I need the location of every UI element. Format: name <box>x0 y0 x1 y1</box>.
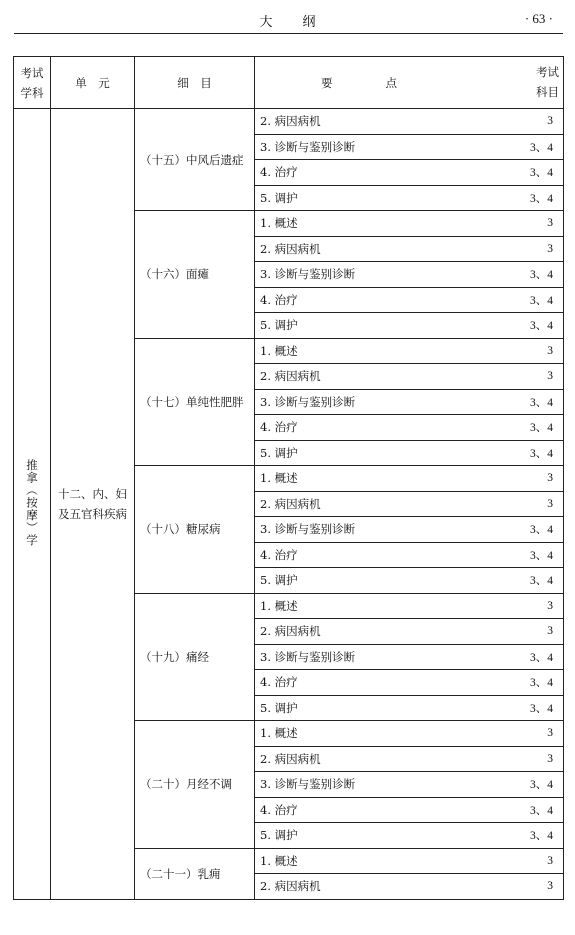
page-header <box>14 0 563 34</box>
exam-code: 3、4 <box>530 447 553 460</box>
point-text: 5. 调护 <box>260 700 298 715</box>
point-text: 2. 病因病机 <box>260 114 321 129</box>
exam-code: 3、4 <box>530 269 553 282</box>
header-item: 细 目 <box>135 57 255 109</box>
point-cell <box>255 644 564 670</box>
point-cell <box>255 797 564 823</box>
point-text: 1. 概述 <box>260 598 298 613</box>
exam-code: 3 <box>547 625 553 638</box>
subject-name: 推拿（按摩）学 <box>25 458 39 546</box>
point-cell <box>255 262 564 288</box>
item-cell: （二十一）乳痈 <box>135 848 255 899</box>
item-cell: （十五）中风后遗症 <box>135 109 255 211</box>
exam-code: 3、4 <box>530 651 553 664</box>
item-cell: （二十）月经不调 <box>135 721 255 849</box>
point-cell <box>255 568 564 594</box>
exam-code: 3、4 <box>530 396 553 409</box>
point-text: 4. 治疗 <box>260 165 298 180</box>
point-text: 4. 治疗 <box>260 420 298 435</box>
exam-code: 3 <box>547 727 553 740</box>
point-cell <box>255 542 564 568</box>
point-cell <box>255 134 564 160</box>
point-text: 2. 病因病机 <box>260 369 321 384</box>
point-text: 4. 治疗 <box>260 292 298 307</box>
point-cell <box>255 593 564 619</box>
point-cell <box>255 466 564 492</box>
header-point-label: 要 点 <box>321 76 407 90</box>
point-cell <box>255 721 564 747</box>
exam-code: 3 <box>547 242 553 255</box>
exam-code: 3、4 <box>530 830 553 843</box>
point-cell <box>255 313 564 339</box>
page-number: · 63 · <box>524 11 553 26</box>
running-title-left: 大 <box>259 15 275 30</box>
point-text: 1. 概述 <box>260 216 298 231</box>
exam-code: 3 <box>547 370 553 383</box>
exam-code: 3、4 <box>530 422 553 435</box>
point-cell <box>255 517 564 543</box>
point-cell <box>255 848 564 874</box>
exam-code: 3 <box>547 115 553 128</box>
point-cell <box>255 185 564 211</box>
point-cell <box>255 364 564 390</box>
item-cell: （十六）面瘫 <box>135 211 255 339</box>
exam-code: 3、4 <box>530 524 553 537</box>
point-cell <box>255 823 564 849</box>
point-text: 5. 调护 <box>260 318 298 333</box>
table-header-row <box>14 57 564 109</box>
point-cell <box>255 874 564 900</box>
unit-cell: 十二、内、妇 及五官科疾病 <box>51 109 135 900</box>
point-text: 2. 病因病机 <box>260 751 321 766</box>
exam-code: 3、4 <box>530 549 553 562</box>
point-text: 2. 病因病机 <box>260 241 321 256</box>
point-cell <box>255 772 564 798</box>
item-cell: （十七）单纯性肥胖 <box>135 338 255 466</box>
point-text: 4. 治疗 <box>260 675 298 690</box>
table-row <box>14 109 564 135</box>
exam-code: 3 <box>547 344 553 357</box>
exam-code: 3 <box>547 854 553 867</box>
exam-code: 3 <box>547 497 553 510</box>
point-text: 1. 概述 <box>260 343 298 358</box>
item-cell: （十八）糖尿病 <box>135 466 255 594</box>
point-cell <box>255 287 564 313</box>
exam-code: 3、4 <box>530 677 553 690</box>
exam-code: 3 <box>547 880 553 893</box>
point-cell <box>255 160 564 186</box>
point-text: 5. 调护 <box>260 445 298 460</box>
point-text: 1. 概述 <box>260 853 298 868</box>
point-cell <box>255 440 564 466</box>
running-title <box>14 11 563 30</box>
point-cell <box>255 211 564 237</box>
syllabus-table <box>13 56 564 900</box>
exam-code: 3、4 <box>530 167 553 180</box>
exam-code: 3、4 <box>530 779 553 792</box>
point-text: 3. 诊断与鉴别诊断 <box>260 394 356 409</box>
exam-code: 3 <box>547 217 553 230</box>
point-text: 4. 治疗 <box>260 547 298 562</box>
header-point <box>255 57 564 109</box>
point-text: 5. 调护 <box>260 573 298 588</box>
point-text: 3. 诊断与鉴别诊断 <box>260 649 356 664</box>
point-cell <box>255 491 564 517</box>
point-text: 5. 调护 <box>260 190 298 205</box>
header-unit: 单 元 <box>51 57 135 109</box>
point-text: 3. 诊断与鉴别诊断 <box>260 522 356 537</box>
exam-code: 3、4 <box>530 141 553 154</box>
point-text: 2. 病因病机 <box>260 496 321 511</box>
point-cell <box>255 109 564 135</box>
point-cell <box>255 695 564 721</box>
exam-code: 3 <box>547 752 553 765</box>
exam-code: 3、4 <box>530 702 553 715</box>
point-text: 4. 治疗 <box>260 802 298 817</box>
point-cell <box>255 746 564 772</box>
header-subject: 考试 学科 <box>14 57 51 109</box>
point-text: 5. 调护 <box>260 828 298 843</box>
exam-code: 3 <box>547 472 553 485</box>
exam-code: 3、4 <box>530 294 553 307</box>
point-text: 3. 诊断与鉴别诊断 <box>260 777 356 792</box>
exam-code: 3 <box>547 599 553 612</box>
point-cell <box>255 236 564 262</box>
exam-code: 3、4 <box>530 804 553 817</box>
header-code: 考试 科目 <box>536 65 559 99</box>
subject-cell <box>14 109 51 900</box>
point-text: 1. 概述 <box>260 726 298 741</box>
point-text: 3. 诊断与鉴别诊断 <box>260 139 356 154</box>
point-cell <box>255 338 564 364</box>
point-text: 1. 概述 <box>260 471 298 486</box>
point-text: 2. 病因病机 <box>260 879 321 894</box>
exam-code: 3、4 <box>530 320 553 333</box>
point-cell <box>255 389 564 415</box>
item-cell: （十九）痛经 <box>135 593 255 721</box>
point-cell <box>255 619 564 645</box>
point-text: 3. 诊断与鉴别诊断 <box>260 267 356 282</box>
point-cell <box>255 670 564 696</box>
running-title-right: 纲 <box>302 15 318 30</box>
point-text: 2. 病因病机 <box>260 624 321 639</box>
exam-code: 3、4 <box>530 575 553 588</box>
point-cell <box>255 415 564 441</box>
table-body <box>14 109 564 900</box>
exam-code: 3、4 <box>530 192 553 205</box>
